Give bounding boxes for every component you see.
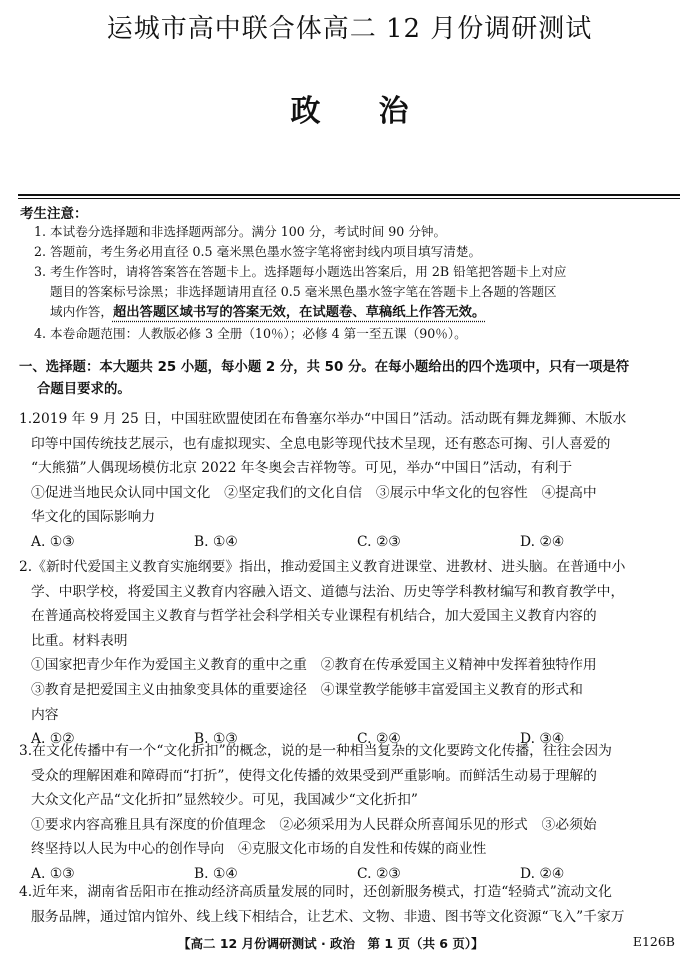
section-line: 一、选择题：本大题共 25 小题，每小题 2 分，共 50 分。在每小题给出的四个选项中，只有一项是符 (19, 360, 630, 375)
notice-emphasis: 超出答题区域书写的答案无效，在试题卷、草稿纸上作答无效。 (112, 305, 486, 320)
notice-text: 答题前，考生务必用直径 0.5 毫米黑色墨水签字笔将密封线内项目填写清楚。 (50, 244, 482, 259)
question-line: ①促进当地民众认同中国文化 ②坚定我们的文化自信 ③展示中华文化的包容性 ④提高中 (31, 484, 597, 501)
option-c: C. ②③ (357, 533, 401, 550)
question-line: 在普通高校将爱国主义教育与哲学社会科学相关专业课程有机结合，加大爱国主义教育内容的 (31, 608, 597, 625)
notice-heading: 考生注意： (20, 206, 88, 222)
notice-item-3 (34, 262, 674, 323)
question-line: 华文化的国际影响力 (31, 509, 156, 526)
option-a: A. ①③ (31, 533, 75, 550)
question-line: 4.近年来，湖南省岳阳市在推动经济高质量发展的同时，还创新服务模式，打造“轻骑式”流动文化 (19, 884, 612, 900)
notice-num: 4. (34, 326, 47, 341)
option-c: C. ②④ (357, 731, 401, 748)
question-line: 比重。材料表明 (31, 632, 128, 649)
notice-text: 域内作答， (50, 304, 113, 319)
question-line: ①要求内容高雅且具有深度的价值理念 ②必须采用为人民群众所喜闻乐见的形式 ③必须始 (31, 816, 597, 833)
notice-text: 本卷命题范围：人教版必修 3 全册（10％）；必修 4 第一至五课（90％）。 (50, 326, 467, 341)
divider-thick (18, 194, 680, 196)
answer-options (19, 530, 683, 555)
question-line: 受众的理解困难和障碍而“打折”，使得文化传播的效果受到严重影响。而鲜活生动易于理解的 (31, 767, 597, 784)
notice-text: 题目的答案标号涂黑；非选择题请用直径 0.5 毫米黑色墨水签字笔在答题卡上各题的答题区 (50, 284, 557, 299)
question-line: ③教育是把爱国主义由抽象变具体的重要途径 ④课堂教学能够丰富爱国主义教育的形式和 (31, 681, 583, 698)
question-line: “大熊猫”人偶现场模仿北京 2022 年冬奥会吉祥物等。可见，举办“中国日”活动，有利于 (31, 460, 573, 477)
question-4 (19, 880, 683, 929)
option-b: B. ①④ (194, 533, 238, 550)
notice-num: 2. (34, 244, 47, 259)
question-line: 3.在文化传播中有一个“文化折扣”的概念，说的是一种相当复杂的文化要跨文化传播，往往会因为 (19, 743, 612, 759)
option-a: A. ①② (31, 731, 75, 748)
section-heading (19, 357, 683, 401)
question-line: 2.《新时代爱国主义教育实施纲要》指出，推动爱国主义教育进课堂、进教材、进头脑。在普通中小 (19, 559, 626, 575)
footer-code: E126B (632, 934, 675, 949)
question-line: 大众文化产品“文化折扣”显然较少。可见，我国减少“文化折扣” (31, 792, 418, 809)
question-3 (19, 739, 683, 887)
question-line: 印等中国传统技艺展示，也有虚拟现实、全息电影等现代技术呈现，还有憨态可掬、引人喜爱的 (31, 435, 611, 452)
notice-item-4 (34, 324, 674, 344)
question-line: 内容 (31, 706, 59, 723)
notice-text: 本试卷分选择题和非选择题两部分。满分 100 分，考试时间 90 分钟。 (50, 224, 447, 239)
option-d: D. ③④ (520, 731, 565, 748)
question-line: ①国家把青少年作为爱国主义教育的重中之重 ②教育在传承爱国主义精神中发挥着独特作用 (31, 657, 597, 674)
option-c: C. ②③ (357, 865, 401, 882)
notice-item-2 (34, 242, 674, 262)
notice-num: 1. (34, 224, 47, 239)
notice-text: 考生作答时，请将答案答在答题卡上。选择题每小题选出答案后，用 2B 铅笔把答题卡上对应 (50, 264, 567, 279)
option-d: D. ②④ (520, 533, 565, 550)
option-b: B. ①④ (194, 865, 238, 882)
question-line: 学、中职学校，将爱国主义教育内容融入语文、道德与法治、历史等学科教材编写和教育教学中， (31, 583, 625, 600)
question-line: 终坚持以人民为中心的创作导向 ④克服文化市场的自发性和传媒的商业性 (31, 841, 487, 858)
divider-thin (18, 198, 680, 199)
option-d: D. ②④ (520, 865, 565, 882)
section-line: 合题目要求的。 (37, 382, 131, 397)
question-line: 服务品牌，通过馆内馆外、线上线下相结合，让艺术、文物、非遗、图书等文化资源“飞入”千家万 (31, 908, 625, 925)
notice-num: 3. (34, 264, 47, 279)
question-line: 1.2019 年 9 月 25 日，中国驻欧盟使团在布鲁塞尔举办“中国日”活动。活动既有舞龙舞狮、木版水 (19, 411, 627, 427)
notice-item-1 (34, 222, 674, 242)
exam-title: 运城市高中联合体高二 12 月份调研测试 (106, 14, 593, 44)
question-1 (19, 407, 683, 555)
option-b: B. ①③ (194, 731, 238, 748)
option-a: A. ①③ (31, 865, 75, 882)
subject-title: 政治 (290, 94, 467, 129)
footer-page-info: 【高二 12 月份调研测试 · 政治 第 1 页（共 6 页）】 (178, 936, 484, 951)
question-2 (19, 555, 683, 752)
